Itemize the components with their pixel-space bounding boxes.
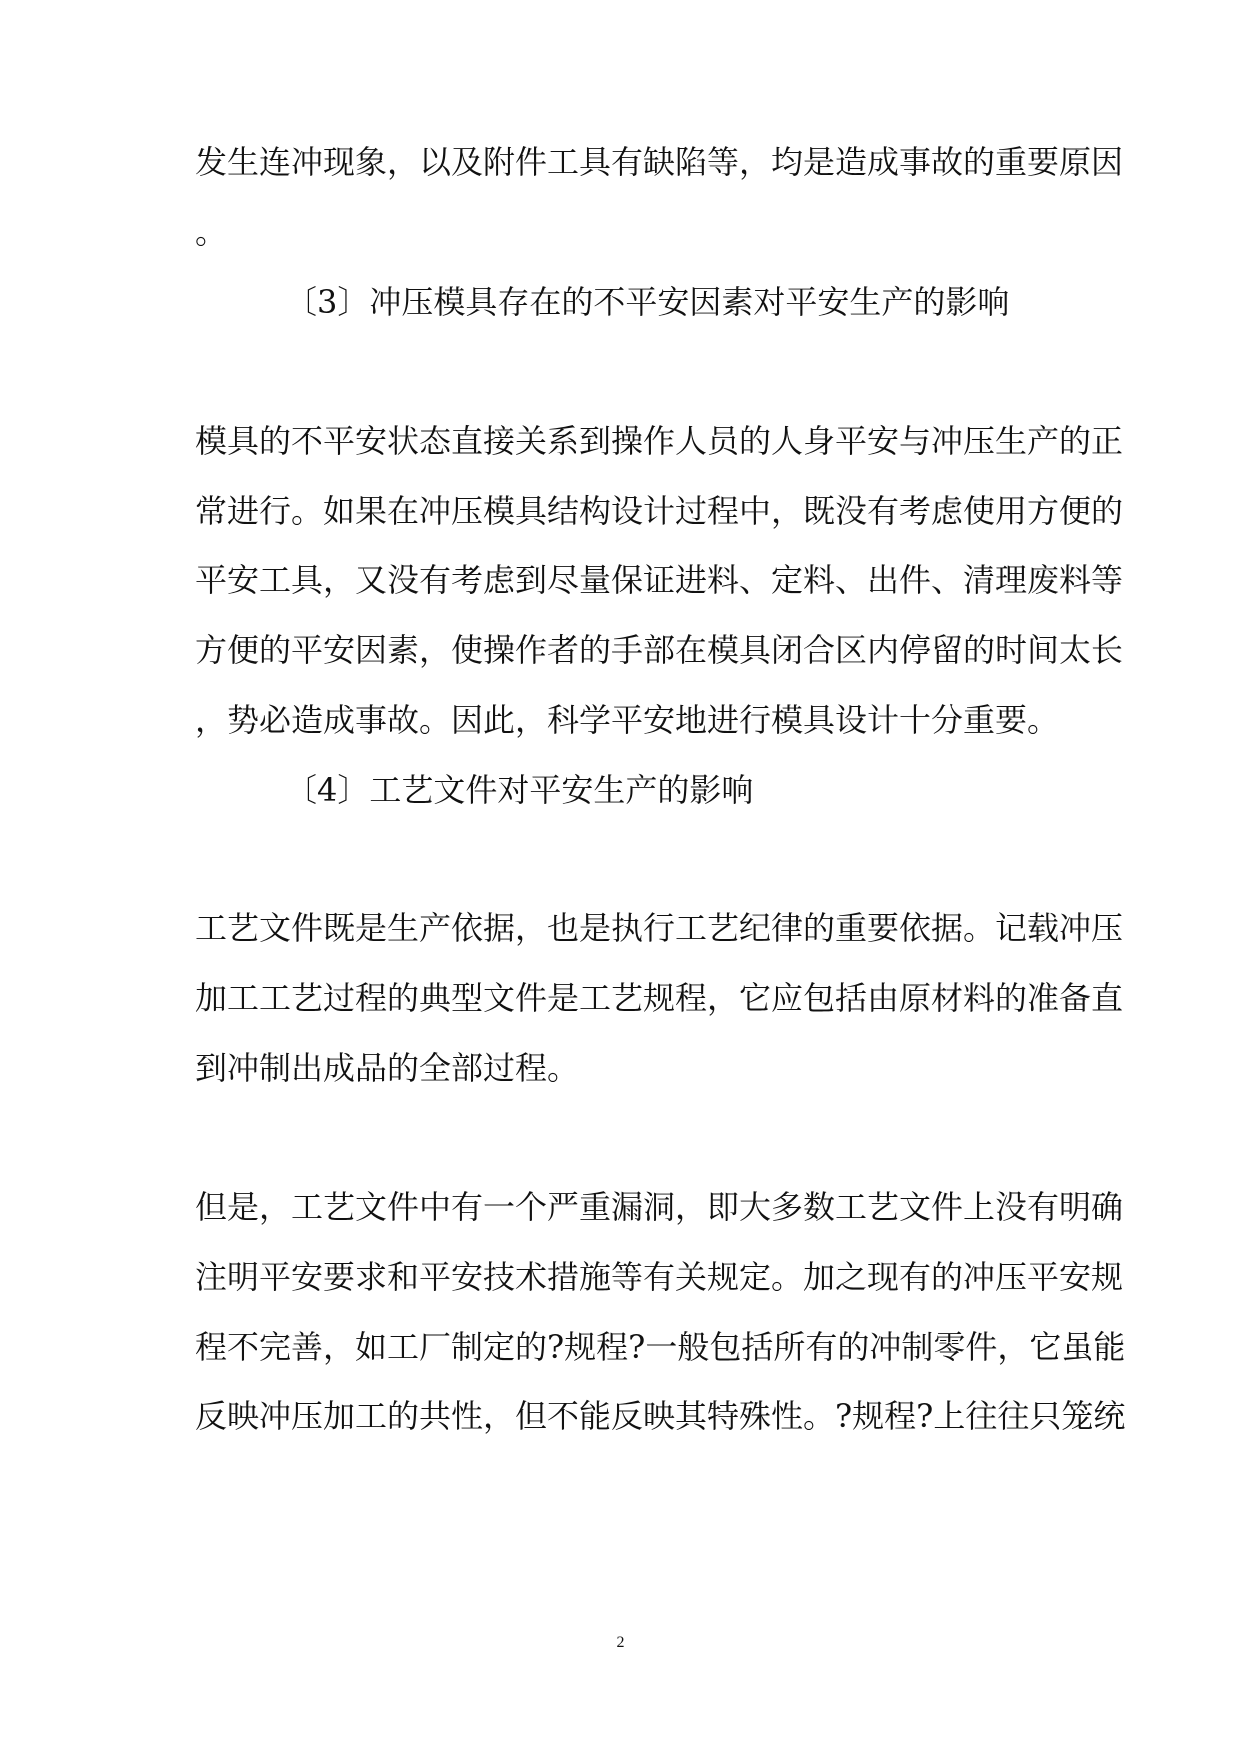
section-heading-3: 〔3〕冲压模具存在的不平安因素对平安生产的影响 [285, 283, 1010, 321]
paragraph-3-line-2: 加工工艺过程的典型文件是工艺规程，它应包括由原材料的准备直 [195, 979, 1124, 1017]
paragraph-2-line-5: ，势必造成事故。因此，科学平安地进行模具设计十分重要。 [195, 701, 1060, 739]
paragraph-2-line-3: 平安工具，又没有考虑到尽量保证进料、定料、出件、清理废料等 [195, 561, 1124, 599]
paragraph-4-line-2: 注明平安要求和平安技术措施等有关规定。加之现有的冲压平安规 [195, 1258, 1124, 1296]
paragraph-1-line-2: 。 [195, 213, 228, 251]
page-number: 2 [616, 1634, 625, 1651]
paragraph-3-line-3: 到冲制出成品的全部过程。 [195, 1049, 580, 1087]
paragraph-4-line-1: 但是，工艺文件中有一个严重漏洞，即大多数工艺文件上没有明确 [195, 1188, 1124, 1226]
paragraph-4-line-3: 程不完善，如工厂制定的?规程?一般包括所有的冲制零件，它虽能 [195, 1328, 1126, 1366]
paragraph-2-line-4: 方便的平安因素，使操作者的手部在模具闭合区内停留的时间太长 [195, 631, 1124, 669]
paragraph-2-line-1: 模具的不平安状态直接关系到操作人员的人身平安与冲压生产的正 [195, 422, 1124, 460]
section-heading-4: 〔4〕工艺文件对平安生产的影响 [285, 771, 754, 809]
paragraph-1-line-1: 发生连冲现象，以及附件工具有缺陷等，均是造成事故的重要原因 [195, 143, 1124, 181]
paragraph-4-line-4: 反映冲压加工的共性，但不能反映其特殊性。?规程?上往往只笼统 [195, 1397, 1126, 1435]
paragraph-3-line-1: 工艺文件既是生产依据，也是执行工艺纪律的重要依据。记载冲压 [195, 909, 1124, 947]
paragraph-2-line-2: 常进行。如果在冲压模具结构设计过程中，既没有考虑使用方便的 [195, 492, 1124, 530]
